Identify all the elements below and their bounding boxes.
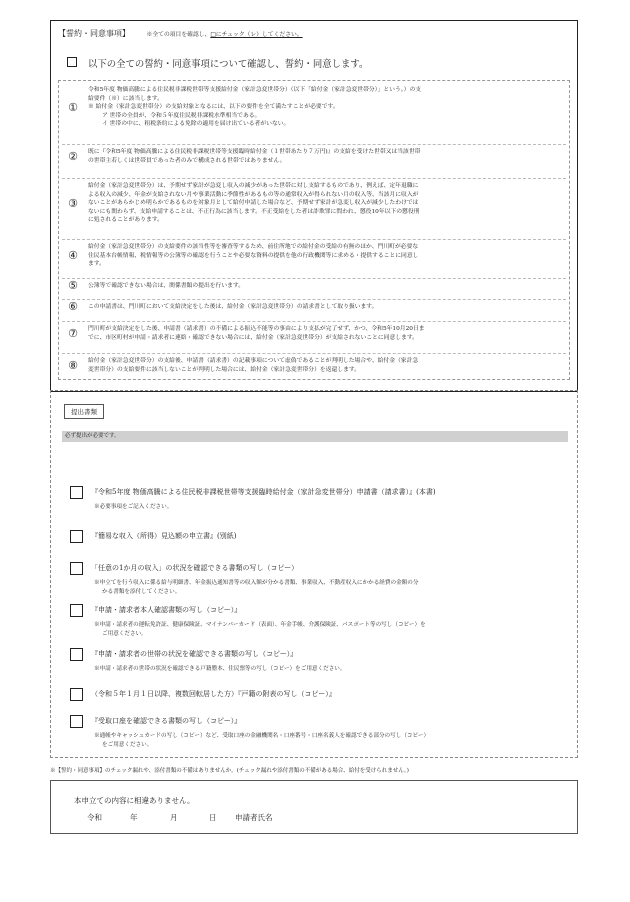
document-note: ご用意ください。: [102, 630, 147, 637]
era-label: 令和: [87, 813, 102, 822]
required-bar: 必ず提出が必要です。: [62, 431, 568, 442]
consent-instruction: ※全ての項目を確認し、: [146, 32, 211, 38]
document-note: ※申請・請求者の運転免許証、健康保険証、マイナンバーカード（表面）、年金手帳、介護保険証、パスポート等の写し（コピー）を: [94, 622, 426, 628]
document-checkbox[interactable]: [70, 530, 83, 543]
consent-item-text: イ 世帯の中に、租税条約による免除の適用を届け出ている者がいない。: [102, 121, 290, 128]
consent-item-number: ⑦: [68, 326, 78, 340]
consent-item-text: でに、市区町村が申請・請求者に連絡・確認できない場合には、給付金（家計急変世帯分）が支給されないことに同意します。: [88, 334, 418, 341]
consent-item-number: ⑧: [68, 358, 78, 372]
consent-item-text: この申請書は、門川町において支給決定をした後は、給付金（家計急変世帯分）の請求書として取り扱います。: [88, 304, 378, 310]
applicant-name-field[interactable]: [290, 806, 560, 824]
consent-item-number: ①: [68, 100, 78, 114]
consent-item-number: ⑤: [68, 279, 78, 293]
consent-item-text: 給付金（家計急変世帯分）の支給後、申請書（請求書）の記載事項について虚偽であることが判明した場合や、給付金（家計急: [88, 358, 419, 364]
consent-item-text: 令和5年度 物価高騰による住民税非課税世帯等支援給付金（家計急変世帯分）（以下「給付金（家計急変世帯分）」という。）の支: [88, 87, 422, 93]
consent-item-number: ⑥: [68, 300, 78, 314]
consent-item-number: ④: [68, 248, 78, 262]
document-note: ※申請・請求者の世帯の状況を確認できる戸籍謄本、住民票等の写し（コピー）をご用意ください。: [94, 666, 346, 672]
consent-item-divider: [62, 299, 566, 300]
consent-item-text: の世帯主若しくは世帯員であった者のみで構成される世帯ではありません。: [88, 157, 286, 164]
consent-item-text: 公簿等で確認できない場合は、関係書類の提出を行います。: [88, 283, 245, 289]
document-note: をご用意ください。: [102, 741, 153, 748]
consent-item-text: ア 世帯の全員が、令和５年度住民税非課税水準相当である。: [102, 112, 261, 119]
consent-all-checkbox[interactable]: [67, 57, 77, 67]
consent-item-text: 給要件（※）に該当します。: [88, 95, 163, 102]
consent-item-text: ※ 給付金（家計急変世帯分）の支給対象となるには、以下の要件を全て満たすことが必要です。: [88, 104, 339, 111]
consent-item-text: よる収入の減少、年金が支給されない月や事業活動に季節性があるもの等の通常収入が得られない月の収入等、当該月に収入が: [88, 191, 419, 198]
consent-item-text: ないことがあらかじめ明らかであるものを対象月として給付申請した場合など、予期せず家計が急変し収入が減少したわけでは: [88, 200, 419, 207]
consent-item-divider: [62, 278, 566, 279]
consent-item-number: ③: [68, 196, 78, 210]
document-label: 「任意の1か月の収入」の状況を確認できる書類の写し（コピー）: [91, 564, 299, 572]
document-checkbox[interactable]: [70, 688, 83, 701]
document-label: 『申請・請求者の世帯の状況を確認できる書類の写し（コピー）』: [91, 650, 298, 658]
day-label: 日: [209, 813, 217, 822]
consent-item-text: 門川町が支給決定をした後、申請書（請求書）の不備による振込不能等の事由により支払が完了せず、かつ、令和5年10月20日ま: [88, 326, 425, 332]
document-note: ※申立てを行う収入に係る給与明細書、年金振込通知書等の収入額が分かる書類、事業収入、不動産収入にかかる経費の金額の分: [94, 580, 419, 586]
consent-instruction-emphasis: □にチェック（レ）してください。: [210, 32, 303, 38]
declaration-statement: 本申立ての内容に相違ありません。: [74, 796, 195, 805]
consent-item-number: ②: [68, 149, 78, 163]
document-checkbox[interactable]: [70, 486, 83, 499]
document-note: かる書類を添付してください。: [102, 588, 181, 595]
consent-item-text: ます。: [88, 261, 105, 268]
document-checkbox[interactable]: [70, 648, 83, 661]
consent-item-text: ないにも関わらず、支給申請することは、不正行為に該当します。不正受給をした者は詐欺罪に問われ、懲役10年以下の懲役刑: [88, 208, 420, 215]
consent-all-label: 以下の全ての誓約・同意事項について確認し、誓約・同意します。: [88, 59, 369, 70]
consent-item-text: に処されることがあります。: [88, 217, 163, 224]
document-label: 『令和5年度 物価高騰による住民税非課税世帯等支援臨時給付金（家計急変世帯分）申請書（請求書）』(本書): [91, 488, 436, 496]
consent-item-divider: [62, 353, 566, 354]
consent-item-divider: [62, 239, 566, 240]
document-checkbox[interactable]: [70, 562, 83, 575]
month-label: 月: [170, 813, 178, 822]
consent-item-divider: [62, 144, 566, 145]
consent-item-text: 給付金（家計急変世帯分）は、予期せず家計が急変し収入の減少があった世帯に対し支給するものであり、例えば、定年退職に: [88, 183, 419, 189]
documents-tag: 提出書類: [64, 404, 104, 419]
consent-item-divider: [62, 321, 566, 322]
document-note: ※必要事項をご記入ください。: [94, 504, 173, 510]
consent-header-title: 【誓約・同意事項】: [58, 29, 130, 38]
document-checkbox[interactable]: [70, 604, 83, 617]
consent-item-text: 給付金（家計急変世帯分）の支給要件の該当性等を審査等するため、前住所地での給付金の受給の有無のほか、門川町が必要な: [88, 244, 419, 250]
consent-item-text: 既に『令和5年度 物価高騰による住民税非課税世帯等支援臨時給付金（１世帯あたり７万円)』の支給を受けた世帯又は当該世帯: [88, 149, 421, 155]
consent-item-text: 住民基本台帳情報、税情報等の公簿等の確認を行うことや必要な資料の提供を他の行政機関等に求める・提供することに同意し: [88, 252, 419, 259]
footnote: ※【誓約・同意事項】のチェック漏れや、添付書類の不備はありませんか。(チェック漏れや添付書類の不備がある場合、給付を受けられません。): [50, 768, 409, 774]
consent-item-divider: [62, 178, 566, 179]
documents-section: [50, 390, 578, 758]
year-label: 年: [130, 813, 138, 822]
consent-header: [58, 28, 303, 40]
document-note: ※通帳やキャッシュカードの写し（コピー）など、受取口座の金融機関名・口座番号・口座名義人を確認できる部分の写し（コピー）: [94, 733, 430, 739]
consent-item-text: 変世帯分）の支給要件に該当しないことが判明した場合には、給付金（家計急変世帯分）を返還します。: [88, 366, 360, 373]
document-label: 『簡易な収入（所得）見込額の申立書』(別紙): [91, 532, 237, 540]
document-label: 『申請・請求者本人確認書類の写し（コピー）』: [91, 606, 242, 614]
document-label: 『受取口座を確認できる書類の写し（コピー）』: [91, 717, 242, 725]
document-label: （令和５年１月１日以降、複数回転居した方）『戸籍の附表の写し（コピー）』: [91, 690, 336, 698]
document-checkbox[interactable]: [70, 715, 83, 728]
applicant-name-label: 申請者氏名: [235, 813, 273, 822]
